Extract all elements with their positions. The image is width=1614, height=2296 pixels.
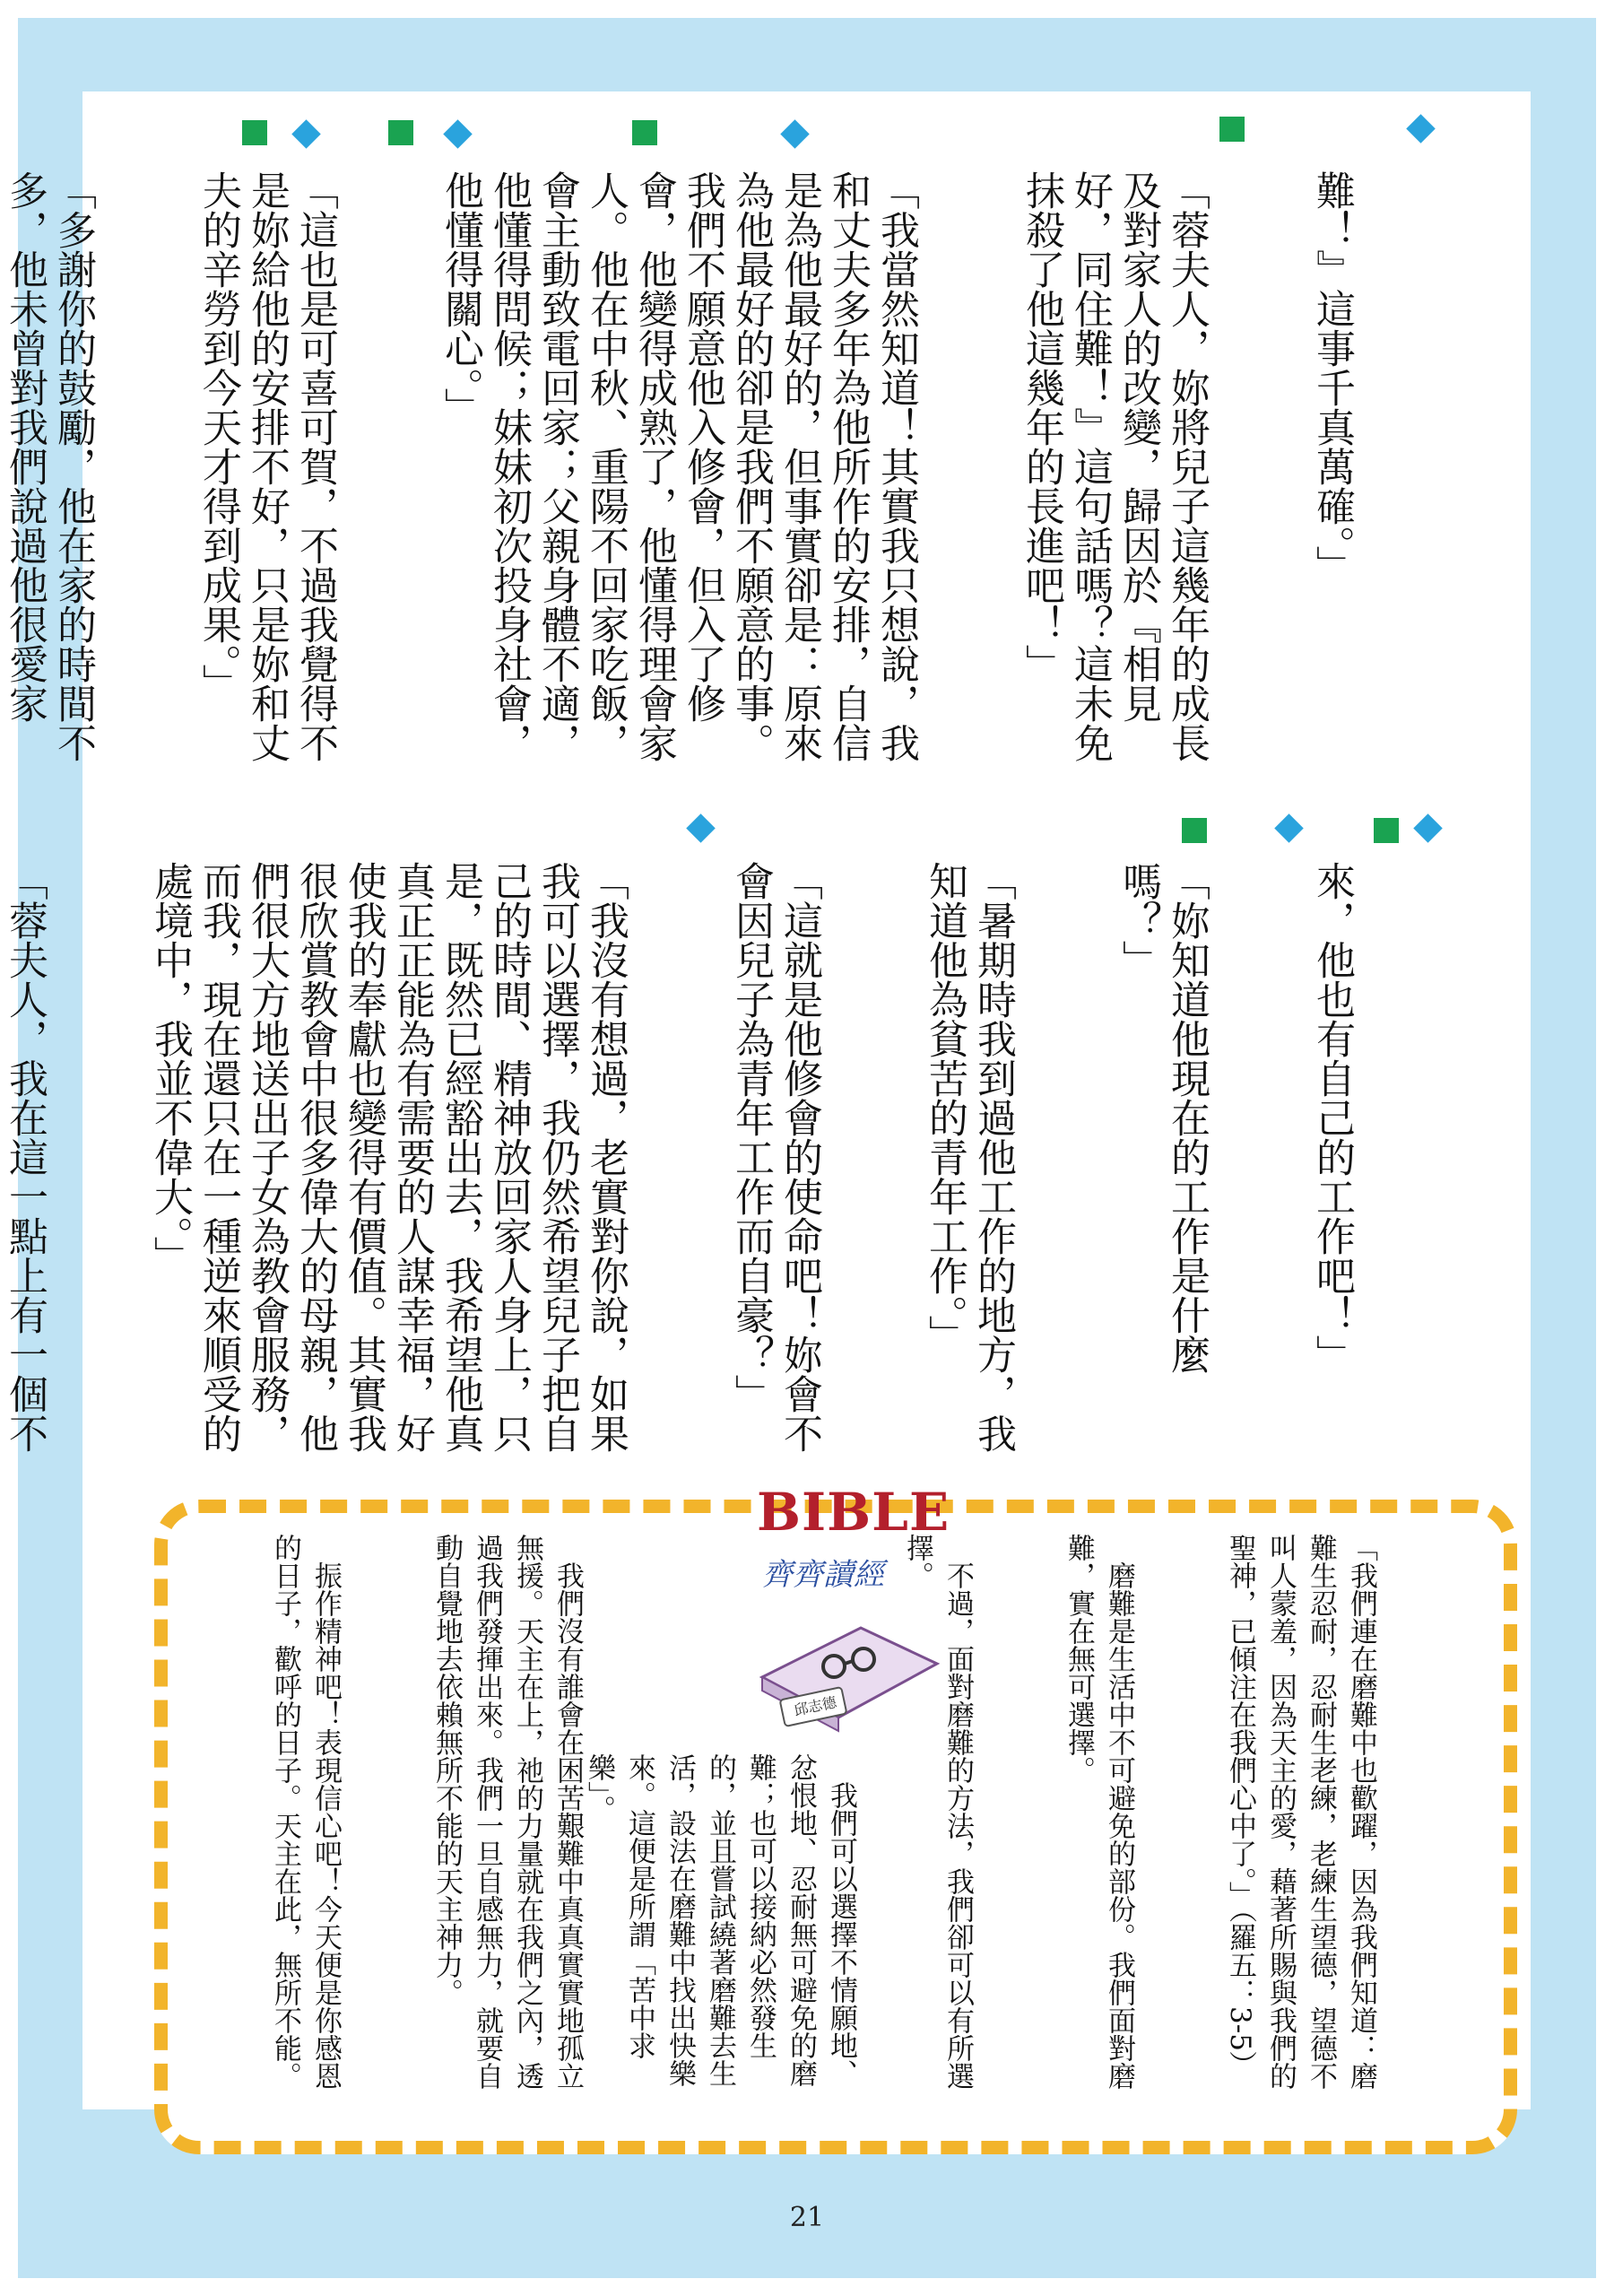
- paragraph: 「蓉夫人，妳將兒子這幾年的成長及對家人的改變，歸因於『相見好，同住難！』這句話嗎？這未免抹殺了他這幾年的長進吧！」: [1019, 170, 1210, 762]
- bible-logo-author: 邱志德: [792, 1693, 838, 1719]
- paragraph: 不過，面對磨難的方法，我們卻可以有所選擇。: [901, 1534, 974, 2090]
- paragraph: 我們沒有誰會在困苦艱難中真真實實地孤立無援。天主在上，祂的力量就在我們之內，透過我們發揮出來。我們一旦自感無力，就要自動自覺地去依賴無所不能的天主神力。: [430, 1534, 584, 2090]
- square-marker-icon: [632, 120, 657, 145]
- bible-logo-subtitle: 齊齊讀經: [762, 1557, 884, 1593]
- paragraph: 磨難是生活中不可避免的部份。我們面對磨難，實在無可選擇。: [1063, 1534, 1135, 2090]
- square-marker-icon: [242, 120, 267, 145]
- paragraph: 「多謝你的鼓勵，他在家的時間不多，他未曾對我們說過他很愛家: [2, 170, 96, 762]
- square-marker-icon: [388, 120, 413, 145]
- paragraph: 「我當然知道！其實我只想說，我和丈夫多年為他所作的安排，自信是為他最好的，但事實卻是：原來為他最好的卻是我們不願意的事。我們不願意他入修會，但入了修會，他變得成熟了，他懂得理會家人。他在中秋、重陽不回家吃飯，會主動致電回家；父親身體不適，他懂得問候；妹妹初次投身社會，他懂得關心。」: [438, 170, 919, 762]
- bible-box-right-text: [901, 1534, 1462, 2099]
- bible-logo-title: BIBLE: [757, 1482, 950, 1543]
- paragraph: 我們可以選擇不情願地、忿恨地、忍耐無可避免的磨難；也可以接納必然發生的，並且嘗試繞著磨難去生活，設法在磨難中找出快樂來。這便是所謂「苦中求樂」。: [583, 1753, 857, 2087]
- paragraph: 「暑期時我到過他工作的地方，我知道他為貧苦的青年工作。」: [922, 861, 1016, 1453]
- square-marker-icon: [1374, 818, 1399, 843]
- bible-box-middle-text: [583, 1753, 941, 2099]
- square-marker-icon: [1182, 818, 1207, 843]
- paragraph: 「我們連在磨難中也歡躍，因為我們知道：磨難生忍耐，忍耐生老練，老練生望德，望德不叫人蒙羞，因為天主的愛，藉著所賜與我們的聖神，已傾注在我們心中了。」（羅五：3-5）: [1224, 1534, 1377, 2090]
- paragraph: 「這就是他修會的使命吧！妳會不會因兒子為青年工作而自豪？」: [728, 861, 822, 1453]
- paragraph: 「這也是可喜可賀，不過我覺得不是妳給他的安排不好，只是妳和丈夫的辛勞到今天才得到成果。」: [195, 170, 338, 762]
- paragraph: 振作精神吧！表現信心吧！今天便是你感恩的日子，歡呼的日子。天主在此，無所不能。: [269, 1534, 342, 2090]
- paragraph: 「我沒有想過，老實對你說，如果我可以選擇，我仍然希望兒子把自己的時間、精神放回家人身上，只是，既然已經豁出去，我希望他真真正正能為有需要的人謀幸福，好使我的奉獻也變得有價值。其實我很欣賞教會中很多偉大的母親，他們很大方地送出子女為教會服務，而我，現在還只在一種逆來順受的處境中，我並不偉大。」: [147, 861, 629, 1453]
- square-marker-icon: [1219, 117, 1245, 142]
- bible-box-left-text: [202, 1534, 668, 2099]
- paragraph: 來，他也有自己的工作吧！」: [1309, 861, 1355, 1374]
- paragraph: 難！』這事千真萬確。」: [1309, 170, 1355, 585]
- paragraph: 「妳知道他現在的工作是什麼嗎？」: [1115, 861, 1210, 1374]
- page-number: 21: [789, 2202, 825, 2233]
- article-lower-text: [2, 861, 1453, 1453]
- article-upper-text: [2, 170, 1453, 762]
- glasses-bridge: [845, 1661, 853, 1664]
- paragraph: 「蓉夫人，我在這一點上有一個不: [2, 861, 48, 1453]
- bible-logo: [744, 1471, 950, 1758]
